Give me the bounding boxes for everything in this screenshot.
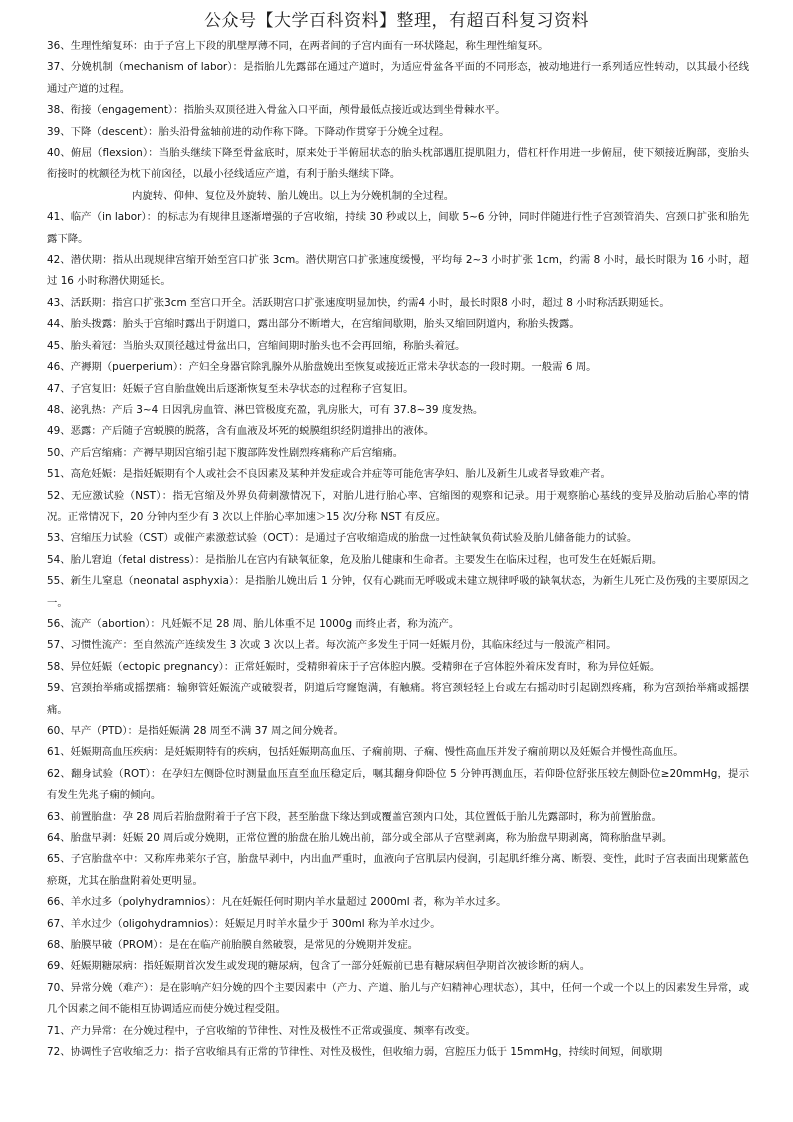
term-entry: 66、羊水过多（polyhydramnios）：凡在妊娠任何时期内羊水量超过 2000ml 者，称为羊水过多。: [47, 896, 507, 909]
term-entry: 54、胎儿窘迫（fetal distress）：是指胎儿在宫内有缺氧征象，危及胎儿健康和生命者。主要发生在临床过程，也可发生在妊娠后期。: [47, 553, 663, 566]
document-body: [47, 36, 749, 1064]
term-entry: 68、胎膜早破（PROM）：是在在临产前胎膜自然破裂，是常见的分娩期并发症。: [47, 939, 419, 952]
term-entry: 60、早产（PTD）：是指妊娠满 28 周至不满 37 周之间分娩者。: [47, 725, 344, 737]
term-entry: 57、习惯性流产：至自然流产连续发生 3 次或 3 次以上者。每次流产多发生于同一妊娠月份，其临床经过与一般流产相同。: [47, 639, 617, 652]
term-entry: 67、羊水过少（oligohydramnios）：妊娠足月时羊水量少于 300ml 称为羊水过少。: [47, 917, 441, 930]
term-entry: 72、协调性子宫收缩乏力：指子宫收缩具有正常的节律性、对性及极性，但收缩力弱，宫腔压力低于 15mmHg，持续时间短，间歇期: [47, 1046, 663, 1059]
term-entry: 59、宫颈抬举痛或摇摆痛：输卵管妊娠流产或破裂者，阴道后穹窿饱满，有触痛。将宫颈轻轻上台或左右摇动时引起剧烈疼痛，称为宫颈抬举痛或摇摆痛。: [47, 682, 749, 716]
term-entry: 48、泌乳热：产后 3~4 日因乳房血管、淋巴管极度充盈，乳房胀大，可有 37.8~39 度发热。: [47, 403, 484, 416]
term-entry: 52、无应激试验（NST）：指无宫缩及外界负荷刺激情况下，对胎儿进行胎心率、宫缩图的观察和记录。用于观察胎心基线的变异及胎动后胎心率的情况。正常情况下，20 分钟内至少有 3 次以上伴胎心率加速＞15 次/分称 NST 有反应。: [47, 489, 749, 523]
term-entry: 56、流产（abortion）：凡妊娠不足 28 周、胎儿体重不足 1000g 而终止者，称为流产。: [47, 617, 460, 630]
term-entry: 39、下降（descent）：胎头沿骨盆轴前进的动作称下降。下降动作贯穿于分娩全过程。: [47, 125, 450, 138]
term-entry: 内旋转、仰伸、复位及外旋转、胎儿娩出。以上为分娩机制的全过程。: [132, 189, 455, 202]
term-entry: 70、异常分娩（难产）：是在影响产妇分娩的四个主要因素中（产力、产道、胎儿与产妇精神心理状态），其中，任何一个或一个以上的因素发生异常，或几个因素之间不能相互协调适应而使分娩过程受阻。: [47, 981, 749, 1016]
term-entry: 43、活跃期：指宫口扩张3cm 至宫口开全。活跃期宫口扩张速度明显加快，约需4 小时，最长时限8 小时，超过 8 小时称活跃期延长。: [47, 296, 670, 309]
page-header: 公众号【大学百科资料】整理，有超百科复习资料: [204, 11, 589, 31]
term-entry: 38、衔接（engagement）：指胎头双顶径进入骨盆入口平面，颅骨最低点接近或达到坐骨棘水平。: [47, 104, 506, 117]
term-entry: 37、分娩机制（mechanism of labor）：是指胎儿先露部在通过产道时，为适应骨盆各平面的不同形态，被动地进行一系列适应性转动，以其最小径线通过产道的过程。: [47, 61, 749, 95]
term-entry: 49、恶露：产后随子宫蜕膜的脱落，含有血液及坏死的蜕膜组织经阴道排出的液体。: [47, 425, 435, 438]
term-entry: 44、胎头拨露：胎头于宫缩时露出于阴道口，露出部分不断增大，在宫缩间歇期，胎头又缩回阴道内，称胎头拨露。: [47, 318, 580, 331]
term-entry: 64、胎盘早剥：妊娠 20 周后或分娩期，正常位置的胎盘在胎儿娩出前，部分或全部从子宫壁剥离，称为胎盘早期剥离，简称胎盘早剥。: [47, 832, 673, 845]
term-entry: 36、生理性缩复环：由于子宫上下段的肌壁厚薄不同，在两者间的子宫内面有一环状隆起，称生理性缩复环。: [47, 40, 549, 52]
term-entry: 45、胎头着冠：当胎头双顶径越过骨盆出口，宫缩间期时胎头也不会再回缩，称胎头着冠。: [47, 339, 466, 352]
term-entry: 65、子宫胎盘卒中：又称库弗莱尔子宫，胎盘早剥中，内出血严重时，血液向子宫肌层内侵润，引起肌纤维分离、断裂、变性，此时子宫表面出现紫蓝色瘀斑，尤其在胎盘附着处更明显。: [47, 853, 749, 887]
term-entry: 58、异位妊娠（ectopic pregnancy）：正常妊娠时，受精卵着床于子宫体腔内膜。受精卵在子宫体腔外着床发育时，称为异位妊娠。: [47, 660, 661, 673]
term-entry: 61、妊娠期高血压疾病：是妊娠期特有的疾病，包括妊娠期高血压、子痫前期、子痫、慢性高血压并发子痫前期以及妊娠合并慢性高血压。: [47, 746, 684, 759]
term-entry: 46、产褥期（puerperium）：产妇全身器官除乳腺外从胎盘娩出至恢复或接近正常未孕状态的一段时期。一般需 6 周。: [47, 361, 597, 374]
term-entry: 55、新生儿窒息（neonatal asphyxia）：是指胎儿娩出后 1 分钟，仅有心跳而无呼吸或未建立规律呼吸的缺氧状态，为新生儿死亡及伤残的主要原因之一。: [47, 575, 749, 609]
term-entry: 69、妊娠期糖尿病：指妊娠期首次发生或发现的糖尿病，包含了一部分妊娠前已患有糖尿病但孕期首次被诊断的病人。: [47, 960, 591, 973]
term-entry: 50、产后宫缩痛：产褥早期因宫缩引起下腹部阵发性剧烈疼痛称产后宫缩痛。: [47, 446, 404, 459]
term-entry: 62、翻身试验（ROT）：在孕妇左侧卧位时测量血压直至血压稳定后，嘱其翻身仰卧位 5 分钟再测血压，若仰卧位舒张压较左侧卧位≥20mmHg，提示有发生先兆子痫的倾向。: [47, 767, 749, 802]
term-entry: 42、潜伏期：指从出现规律宫缩开始至宫口扩张 3cm。潜伏期宫口扩张速度缓慢，平均每 2~3 小时扩张 1cm，约需 8 小时，最长时限为 16 小时，超过 16 小时称潜伏期延长。: [47, 254, 749, 288]
term-entry: 53、宫缩压力试验（CST）或催产素激惹试验（OCT）：是通过子宫收缩造成的胎盘一过性缺氧负荷试验及胎儿储备能力的试验。: [47, 532, 638, 545]
term-entry: 40、俯屈（flexsion）：当胎头继续下降至骨盆底时，原来处于半俯屈状态的胎头枕部遇肛提肌阻力，借杠杆作用进一步俯屈，使下颏接近胸部，变胎头衔接时的枕额径为枕下前囟径，以最小径线适应产道，有利于胎头继续下降。: [47, 147, 749, 181]
term-entry: 41、临产（in labor）：的标志为有规律且逐渐增强的子宫收缩，持续 30 秒或以上，间歇 5~6 分钟，同时伴随进行性子宫颈管消失、宫颈口扩张和胎先露下降。: [47, 211, 749, 245]
term-entry: 63、前置胎盘：孕 28 周后若胎盘附着于子宫下段，甚至胎盘下缘达到或覆盖宫颈内口处，其位置低于胎儿先露部时，称为前置胎盘。: [47, 810, 662, 823]
term-entry: 51、高危妊娠：是指妊娠期有个人或社会不良因素及某种并发症或合并症等可能危害孕妇、胎儿及新生儿或者导致难产者。: [47, 468, 611, 481]
term-entry: 71、产力异常：在分娩过程中，子宫收缩的节律性、对性及极性不正常或强度、频率有改变。: [47, 1024, 476, 1037]
term-entry: 47、子宫复旧：妊娠子宫自胎盘娩出后逐渐恢复至未孕状态的过程称子宫复旧。: [47, 382, 414, 395]
